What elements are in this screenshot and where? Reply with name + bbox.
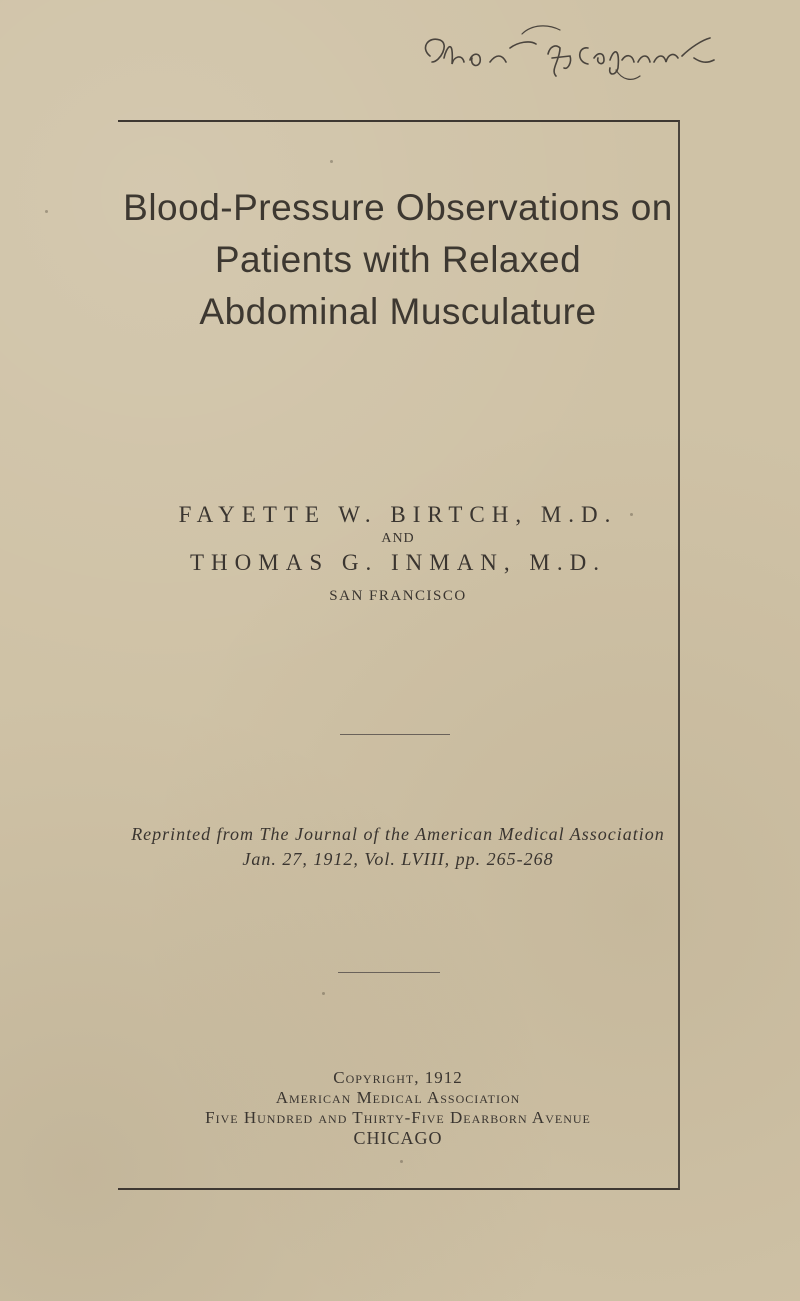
paper-speck — [330, 160, 333, 163]
author-conjunction: AND — [381, 531, 415, 546]
document-title — [118, 182, 678, 338]
copyright-line: Copyright, 1912 — [333, 1068, 463, 1087]
paper-speck — [45, 210, 48, 213]
paper-speck — [400, 1160, 403, 1163]
author-1: FAYETTE W. BIRTCH, M.D. — [178, 502, 618, 527]
title-line-1: Blood-Pressure Observations on — [123, 187, 673, 228]
reprint-citation: Jan. 27, 1912, Vol. LVIII, pp. 265-268 — [242, 849, 554, 869]
paper-speck — [322, 992, 325, 995]
publisher-city: CHICAGO — [353, 1128, 443, 1148]
publisher-address: Five Hundred and Thirty-Five Dearborn Avenue — [205, 1108, 591, 1127]
author-city: SAN FRANCISCO — [329, 588, 467, 604]
divider-rule-1 — [340, 734, 450, 735]
title-line-3: Abdominal Musculature — [199, 291, 597, 332]
paper-speck — [630, 513, 633, 516]
divider-rule-2 — [338, 972, 440, 973]
publisher-imprint — [118, 1068, 678, 1148]
author-block — [118, 500, 678, 608]
reprint-source: Reprinted from The Journal of the American Medical Association — [131, 824, 665, 844]
publisher-name: American Medical Association — [275, 1088, 521, 1107]
title-line-2: Patients with Relaxed — [214, 239, 582, 280]
author-2: THOMAS G. INMAN, M.D. — [190, 550, 606, 575]
reprint-notice — [118, 822, 678, 872]
